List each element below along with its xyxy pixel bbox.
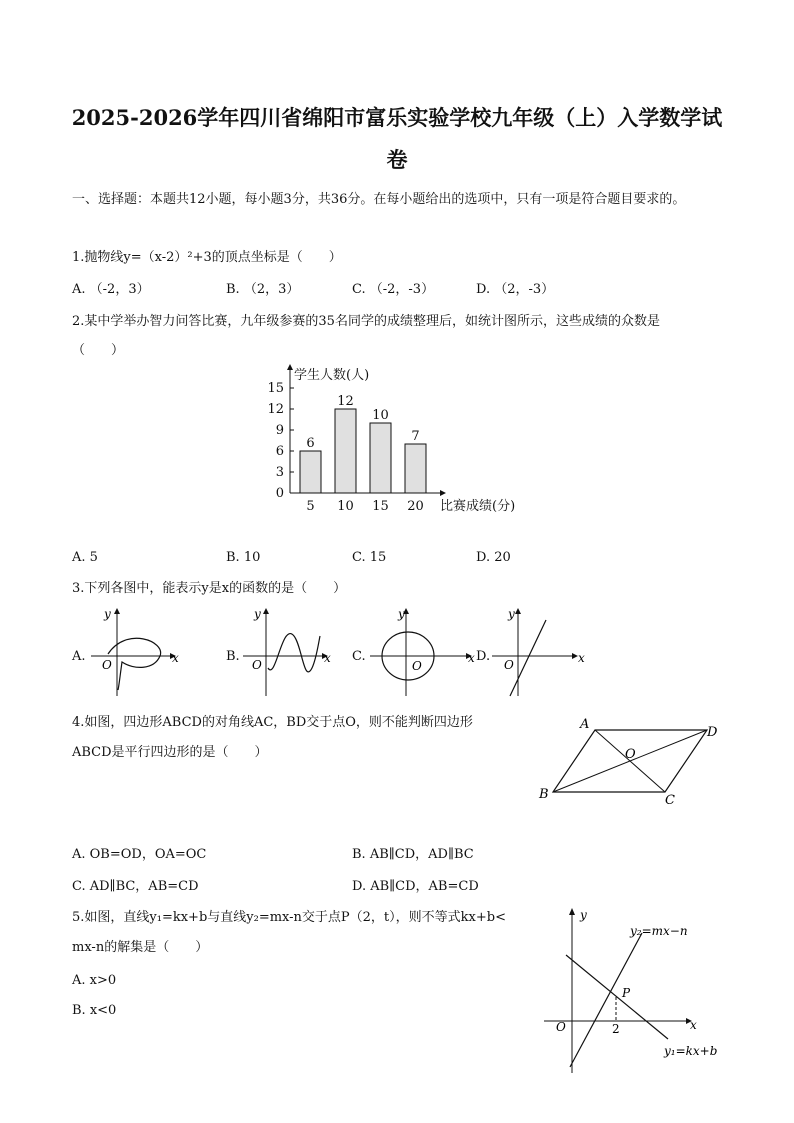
chart-bar: [370, 423, 391, 493]
svg-text:y: y: [398, 607, 405, 621]
svg-text:y: y: [580, 908, 587, 922]
chart-bars: [300, 394, 426, 514]
q5-option-a[interactable]: A. x>0: [72, 973, 117, 988]
chart-y-tick-label: 6: [275, 444, 284, 459]
chart-y-tick-label: 12: [267, 402, 284, 417]
chart-x-arrow: [440, 490, 446, 496]
chart-y-tick-label: 3: [275, 465, 284, 480]
q5-line-y2: [570, 933, 642, 1067]
q2-option-b[interactable]: B. 10: [226, 550, 261, 565]
chart-y-arrow: [287, 364, 293, 370]
q1-option-b[interactable]: B. （2，3）: [226, 282, 300, 297]
exam-title-line2: 卷: [386, 147, 408, 172]
q3-b-sine-curve: [268, 634, 320, 672]
svg-text:x: x: [172, 651, 179, 665]
chart-bar: [300, 451, 321, 493]
q3-option-a-label[interactable]: A.: [72, 649, 86, 664]
svg-text:O: O: [412, 659, 422, 673]
q4-option-d[interactable]: D. AB∥CD，AB=CD: [352, 879, 479, 894]
q2-option-a[interactable]: A. 5: [72, 550, 98, 565]
q3-option-d-label[interactable]: D.: [476, 649, 491, 664]
q3-stem: 3.下列各图中，能表示y是x的函数的是（ ）: [72, 581, 347, 596]
q5-option-b[interactable]: B. x<0: [72, 1003, 117, 1018]
chart-x-tick-label: 20: [407, 499, 424, 514]
svg-text:y₁=kx+b: y₁=kx+b: [664, 1044, 718, 1058]
q4-parallelogram-figure: [535, 712, 735, 812]
chart-x-tick-label: 15: [372, 499, 389, 514]
svg-text:2: 2: [612, 1022, 620, 1036]
q3-option-b-label[interactable]: B.: [226, 649, 240, 664]
chart-data-label: 10: [372, 408, 389, 423]
q1-option-a[interactable]: A. （-2，3）: [72, 282, 150, 297]
chart-x-tick-label: 5: [306, 499, 315, 514]
bar-chart: [260, 362, 520, 522]
q3-option-c-label[interactable]: C.: [352, 649, 366, 664]
q1-option-c[interactable]: C. （-2，-3）: [352, 282, 435, 297]
q4-option-a[interactable]: A. OB=OD，OA=OC: [72, 847, 207, 862]
svg-text:y: y: [104, 607, 111, 621]
chart-bar: [335, 409, 356, 493]
q3-graph-a: [86, 606, 179, 696]
svg-text:x: x: [324, 651, 331, 665]
svg-text:y: y: [254, 607, 261, 621]
q3-graph-b: [238, 606, 331, 696]
chart-data-label: 6: [306, 436, 315, 451]
chart-y-tick-label: 9: [275, 423, 284, 438]
svg-text:y: y: [508, 607, 515, 621]
q3-a-closed-curve: [108, 638, 161, 690]
svg-text:x: x: [468, 651, 475, 665]
svg-text:C: C: [665, 793, 675, 808]
section-heading: 一、选择题：本题共12小题，每小题3分，共36分。在每小题给出的选项中，只有一项是符合题目要求的。: [72, 192, 686, 207]
q5-lines-figure: [540, 905, 740, 1075]
q2-stem-line2: （ ）: [72, 343, 125, 358]
q4-option-b[interactable]: B. AB∥CD，AD∥BC: [352, 847, 474, 862]
q4-stem-line1: 4.如图，四边形ABCD的对角线AC，BD交于点O，则不能判断四边形: [72, 715, 473, 730]
q4-stem-line2: ABCD是平行四边形的是（ ）: [72, 745, 268, 760]
q2-stem-line1: 2.某中学举办智力问答比赛，九年级参赛的35名同学的成绩整理后，如统计图所示，这些成绩的众数是: [72, 314, 660, 329]
svg-text:O: O: [102, 658, 112, 672]
chart-y-tick-label: 0: [275, 486, 284, 501]
q4-option-c[interactable]: C. AD∥BC，AB=CD: [72, 879, 199, 894]
chart-bar: [405, 444, 426, 493]
q2-option-d[interactable]: D. 20: [476, 550, 511, 565]
chart-data-label: 12: [337, 394, 354, 409]
q2-option-c[interactable]: C. 15: [352, 550, 387, 565]
exam-title-line1: 2025-2026学年四川省绵阳市富乐实验学校九年级（上）入学数学试: [71, 105, 723, 130]
svg-text:A: A: [580, 717, 590, 732]
svg-text:y₂=mx−n: y₂=mx−n: [630, 924, 688, 938]
svg-text:x: x: [690, 1018, 697, 1032]
svg-text:O: O: [625, 747, 636, 762]
q3-d-line: [510, 620, 546, 696]
svg-text:B: B: [539, 787, 549, 802]
svg-text:D: D: [707, 725, 718, 740]
q5-stem-line1: 5.如图，直线y₁=kx+b与直线y₂=mx-n交于点P（2，t），则不等式kx+b<: [72, 910, 506, 925]
q1-stem: 1.抛物线y=（x-2）²+3的顶点坐标是（ ）: [72, 250, 342, 265]
chart-xlabel: 比赛成绩(分): [440, 499, 516, 514]
chart-x-tick-label: 10: [337, 499, 354, 514]
svg-text:O: O: [556, 1020, 566, 1034]
svg-text:O: O: [252, 658, 262, 672]
svg-text:O: O: [504, 658, 514, 672]
chart-y-tick-label: 15: [267, 381, 284, 396]
svg-text:P: P: [622, 986, 631, 1000]
q3-graph-d: [488, 606, 588, 696]
q1-option-d[interactable]: D. （2，-3）: [476, 282, 555, 297]
q5-stem-line2: mx-n的解集是（ ）: [72, 940, 209, 955]
chart-ylabel: 学生人数(人): [294, 368, 370, 383]
chart-data-label: 7: [411, 429, 420, 444]
svg-text:x: x: [578, 651, 585, 665]
q3-graph-c: [366, 606, 476, 696]
